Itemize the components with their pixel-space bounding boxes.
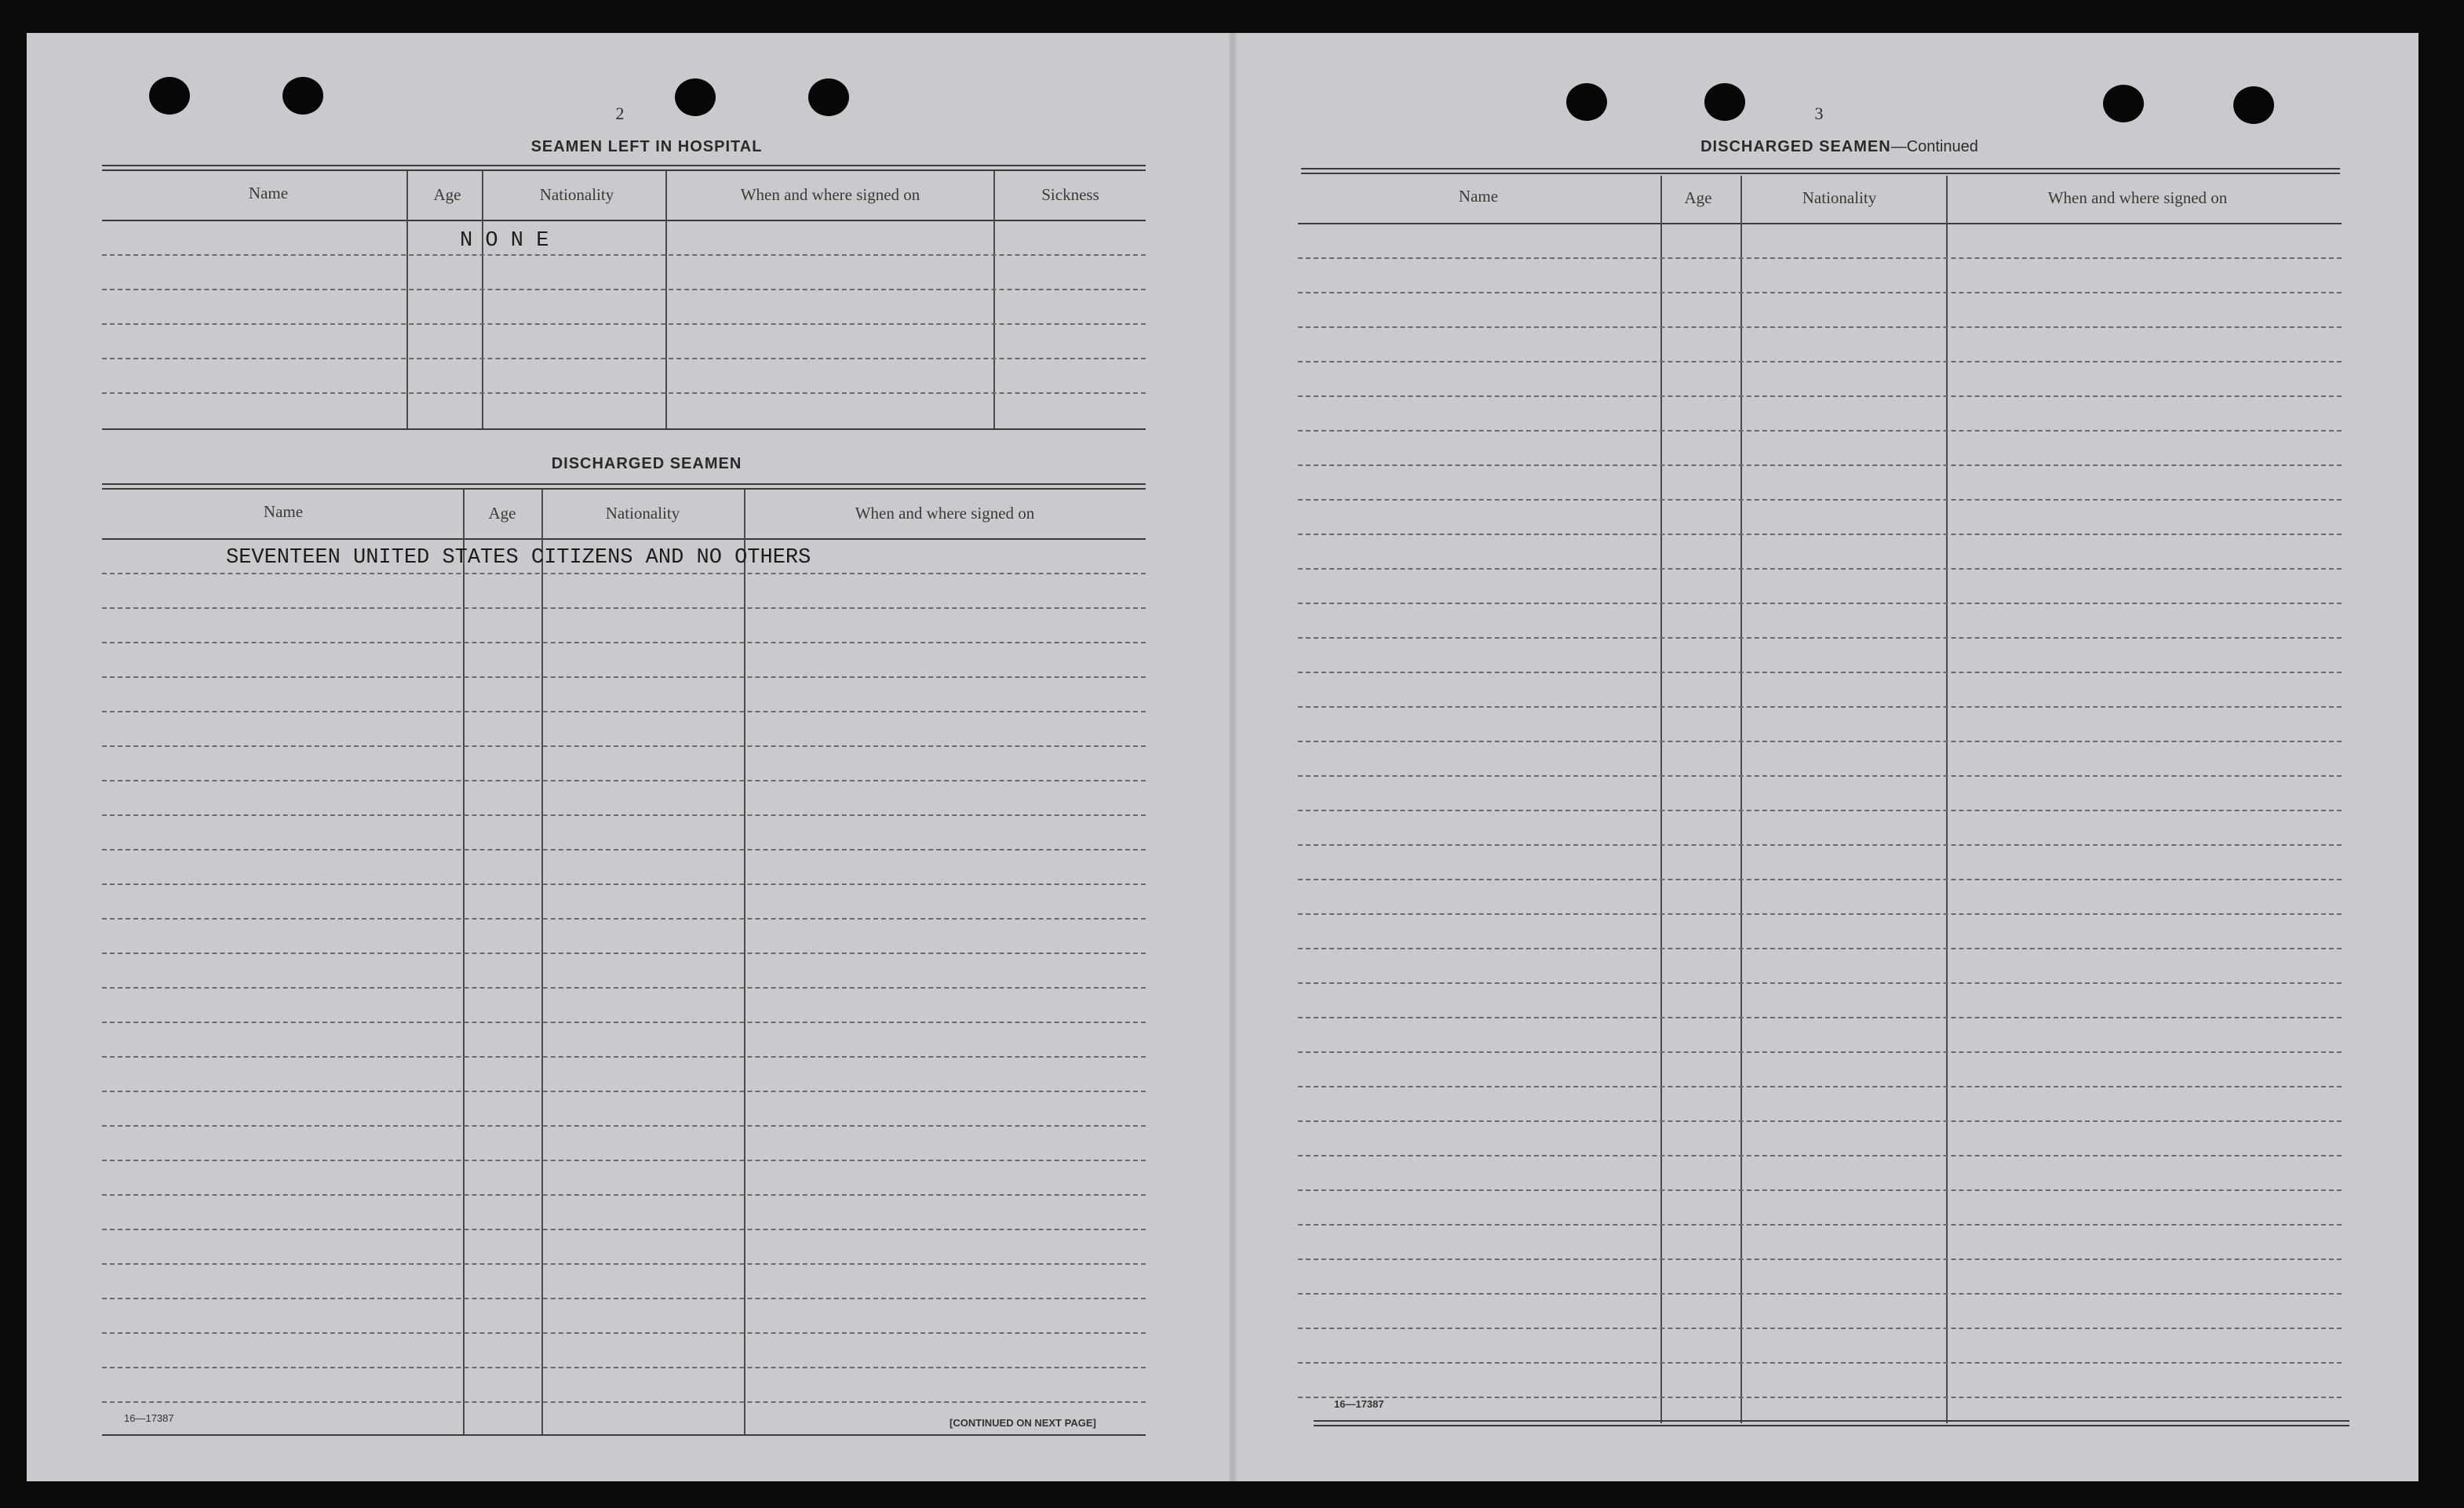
column-divider bbox=[1740, 176, 1742, 1423]
discharged-header-rule bbox=[102, 538, 1146, 540]
table-row-rule bbox=[102, 1091, 1146, 1092]
column-header-nationality: Nationality bbox=[1802, 188, 1877, 207]
table-row-rule bbox=[1298, 1328, 2342, 1329]
table-row-rule bbox=[1298, 1397, 2342, 1398]
column-header-name: Name bbox=[263, 502, 304, 521]
column-divider bbox=[1946, 176, 1948, 1423]
column-header-nationality: Nationality bbox=[539, 185, 614, 204]
table-row-rule bbox=[102, 1229, 1146, 1230]
column-divider bbox=[1660, 176, 1662, 1423]
table-row-rule bbox=[102, 1298, 1146, 1299]
table-row-rule bbox=[102, 1401, 1146, 1403]
table-row-rule bbox=[1298, 1086, 2342, 1087]
table-row-rule bbox=[102, 323, 1146, 325]
page-number: 3 bbox=[1814, 104, 1824, 123]
right-table-top-rule bbox=[1301, 173, 2340, 174]
discharged-section-title: DISCHARGED SEAMEN bbox=[551, 455, 742, 472]
right-table-top-rule bbox=[1301, 168, 2340, 169]
punch-hole bbox=[675, 78, 716, 116]
column-header-signed-on: When and where signed on bbox=[740, 185, 920, 204]
column-header-age: Age bbox=[433, 185, 461, 204]
table-row-rule bbox=[102, 1056, 1146, 1058]
table-row-rule bbox=[102, 1367, 1146, 1368]
table-row-rule bbox=[1298, 1120, 2342, 1122]
table-row-rule bbox=[102, 254, 1146, 256]
table-row-rule bbox=[102, 358, 1146, 359]
table-row-rule bbox=[1298, 1017, 2342, 1018]
table-row-rule bbox=[102, 1022, 1146, 1023]
punch-hole bbox=[1704, 83, 1745, 121]
column-header-name: Name bbox=[248, 184, 289, 202]
hospital-entry-none: N O N E bbox=[460, 229, 549, 253]
column-header-nationality: Nationality bbox=[605, 504, 680, 523]
title-suffix: —Continued bbox=[1890, 138, 1978, 155]
table-row-rule bbox=[102, 814, 1146, 816]
table-row-rule bbox=[1298, 706, 2342, 708]
table-row-rule bbox=[1298, 879, 2342, 880]
table-row-rule bbox=[1298, 430, 2342, 432]
table-row-rule bbox=[1298, 568, 2342, 570]
table-row-rule bbox=[102, 987, 1146, 989]
hospital-table-top-rule bbox=[102, 169, 1146, 171]
table-row-rule bbox=[102, 392, 1146, 394]
table-row-rule bbox=[1298, 948, 2342, 949]
table-row-rule bbox=[1298, 1189, 2342, 1191]
table-row-rule bbox=[1298, 844, 2342, 846]
form-number: 16—17387 bbox=[124, 1412, 174, 1424]
column-header-name: Name bbox=[1458, 187, 1499, 206]
column-header-signed-on: When and where signed on bbox=[2047, 188, 2228, 207]
column-divider bbox=[665, 171, 667, 428]
discharged-table-top-rule bbox=[102, 483, 1146, 485]
column-header-signed-on: When and where signed on bbox=[855, 504, 1035, 523]
column-divider bbox=[406, 171, 408, 428]
table-row-rule bbox=[102, 676, 1146, 678]
discharged-table-top-rule bbox=[102, 488, 1146, 490]
table-row-rule bbox=[102, 607, 1146, 609]
punch-hole bbox=[282, 77, 323, 115]
table-row-rule bbox=[102, 1332, 1146, 1334]
table-row-rule bbox=[102, 1160, 1146, 1161]
table-row-rule bbox=[1298, 1051, 2342, 1053]
discharged-entry: SEVENTEEN UNITED STATES CITIZENS AND NO OTHERS bbox=[226, 546, 811, 570]
punch-hole bbox=[1566, 83, 1607, 121]
table-row-rule bbox=[102, 1263, 1146, 1265]
table-row-rule bbox=[1298, 1258, 2342, 1260]
punch-hole bbox=[149, 77, 190, 115]
column-header-age: Age bbox=[488, 504, 516, 523]
hospital-table-bottom-rule bbox=[102, 428, 1146, 430]
table-row-rule bbox=[102, 883, 1146, 885]
table-row-rule bbox=[102, 1125, 1146, 1127]
table-row-rule bbox=[102, 918, 1146, 920]
hospital-header-rule bbox=[102, 220, 1146, 221]
page-number: 2 bbox=[615, 104, 625, 123]
continued-note: [CONTINUED ON NEXT PAGE] bbox=[950, 1417, 1096, 1429]
right-table-bottom-rule bbox=[1314, 1420, 2349, 1422]
table-row-rule bbox=[102, 1194, 1146, 1196]
table-row-rule bbox=[1298, 775, 2342, 777]
table-row-rule bbox=[102, 849, 1146, 851]
table-row-rule bbox=[1298, 257, 2342, 259]
table-row-rule bbox=[1298, 464, 2342, 466]
column-header-age: Age bbox=[1684, 188, 1712, 207]
table-row-rule bbox=[1298, 982, 2342, 984]
table-row-rule bbox=[1298, 1293, 2342, 1295]
column-divider bbox=[482, 171, 483, 428]
table-row-rule bbox=[102, 780, 1146, 781]
table-row-rule bbox=[1298, 913, 2342, 915]
table-row-rule bbox=[102, 642, 1146, 643]
column-header-sickness: Sickness bbox=[1041, 185, 1099, 204]
form-number: 16—17387 bbox=[1334, 1398, 1384, 1410]
table-row-rule bbox=[102, 289, 1146, 290]
column-divider bbox=[463, 490, 465, 1434]
table-row-rule bbox=[1298, 672, 2342, 673]
column-divider bbox=[541, 490, 543, 1434]
table-row-rule bbox=[102, 711, 1146, 712]
punch-hole bbox=[2103, 85, 2144, 122]
table-row-rule bbox=[1298, 603, 2342, 604]
table-row-rule bbox=[1298, 741, 2342, 742]
column-divider bbox=[993, 171, 995, 428]
table-row-rule bbox=[102, 745, 1146, 747]
hospital-section-title: SEAMEN LEFT IN HOSPITAL bbox=[530, 138, 763, 155]
table-row-rule bbox=[1298, 326, 2342, 328]
table-row-rule bbox=[1298, 1155, 2342, 1156]
table-row-rule bbox=[102, 573, 1146, 574]
table-row-rule bbox=[1298, 499, 2342, 501]
table-row-rule bbox=[1298, 534, 2342, 535]
punch-hole bbox=[2233, 86, 2274, 124]
table-row-rule bbox=[1298, 292, 2342, 293]
table-row-rule bbox=[1298, 361, 2342, 362]
punch-hole bbox=[808, 78, 849, 116]
right-table-bottom-rule bbox=[1314, 1425, 2349, 1426]
table-row-rule bbox=[1298, 1362, 2342, 1364]
right-header-rule bbox=[1298, 223, 2342, 224]
column-divider bbox=[744, 490, 745, 1434]
table-row-rule bbox=[1298, 810, 2342, 811]
document-sheet bbox=[27, 33, 2418, 1481]
page-fold bbox=[1229, 33, 1237, 1481]
discharged-table-bottom-rule bbox=[102, 1434, 1146, 1436]
title-main: DISCHARGED SEAMEN bbox=[1700, 138, 1891, 155]
hospital-table-top-rule bbox=[102, 165, 1146, 166]
table-row-rule bbox=[1298, 395, 2342, 397]
table-row-rule bbox=[1298, 637, 2342, 639]
discharged-continued-title bbox=[1580, 138, 2098, 156]
table-row-rule bbox=[102, 953, 1146, 954]
table-row-rule bbox=[1298, 1224, 2342, 1226]
